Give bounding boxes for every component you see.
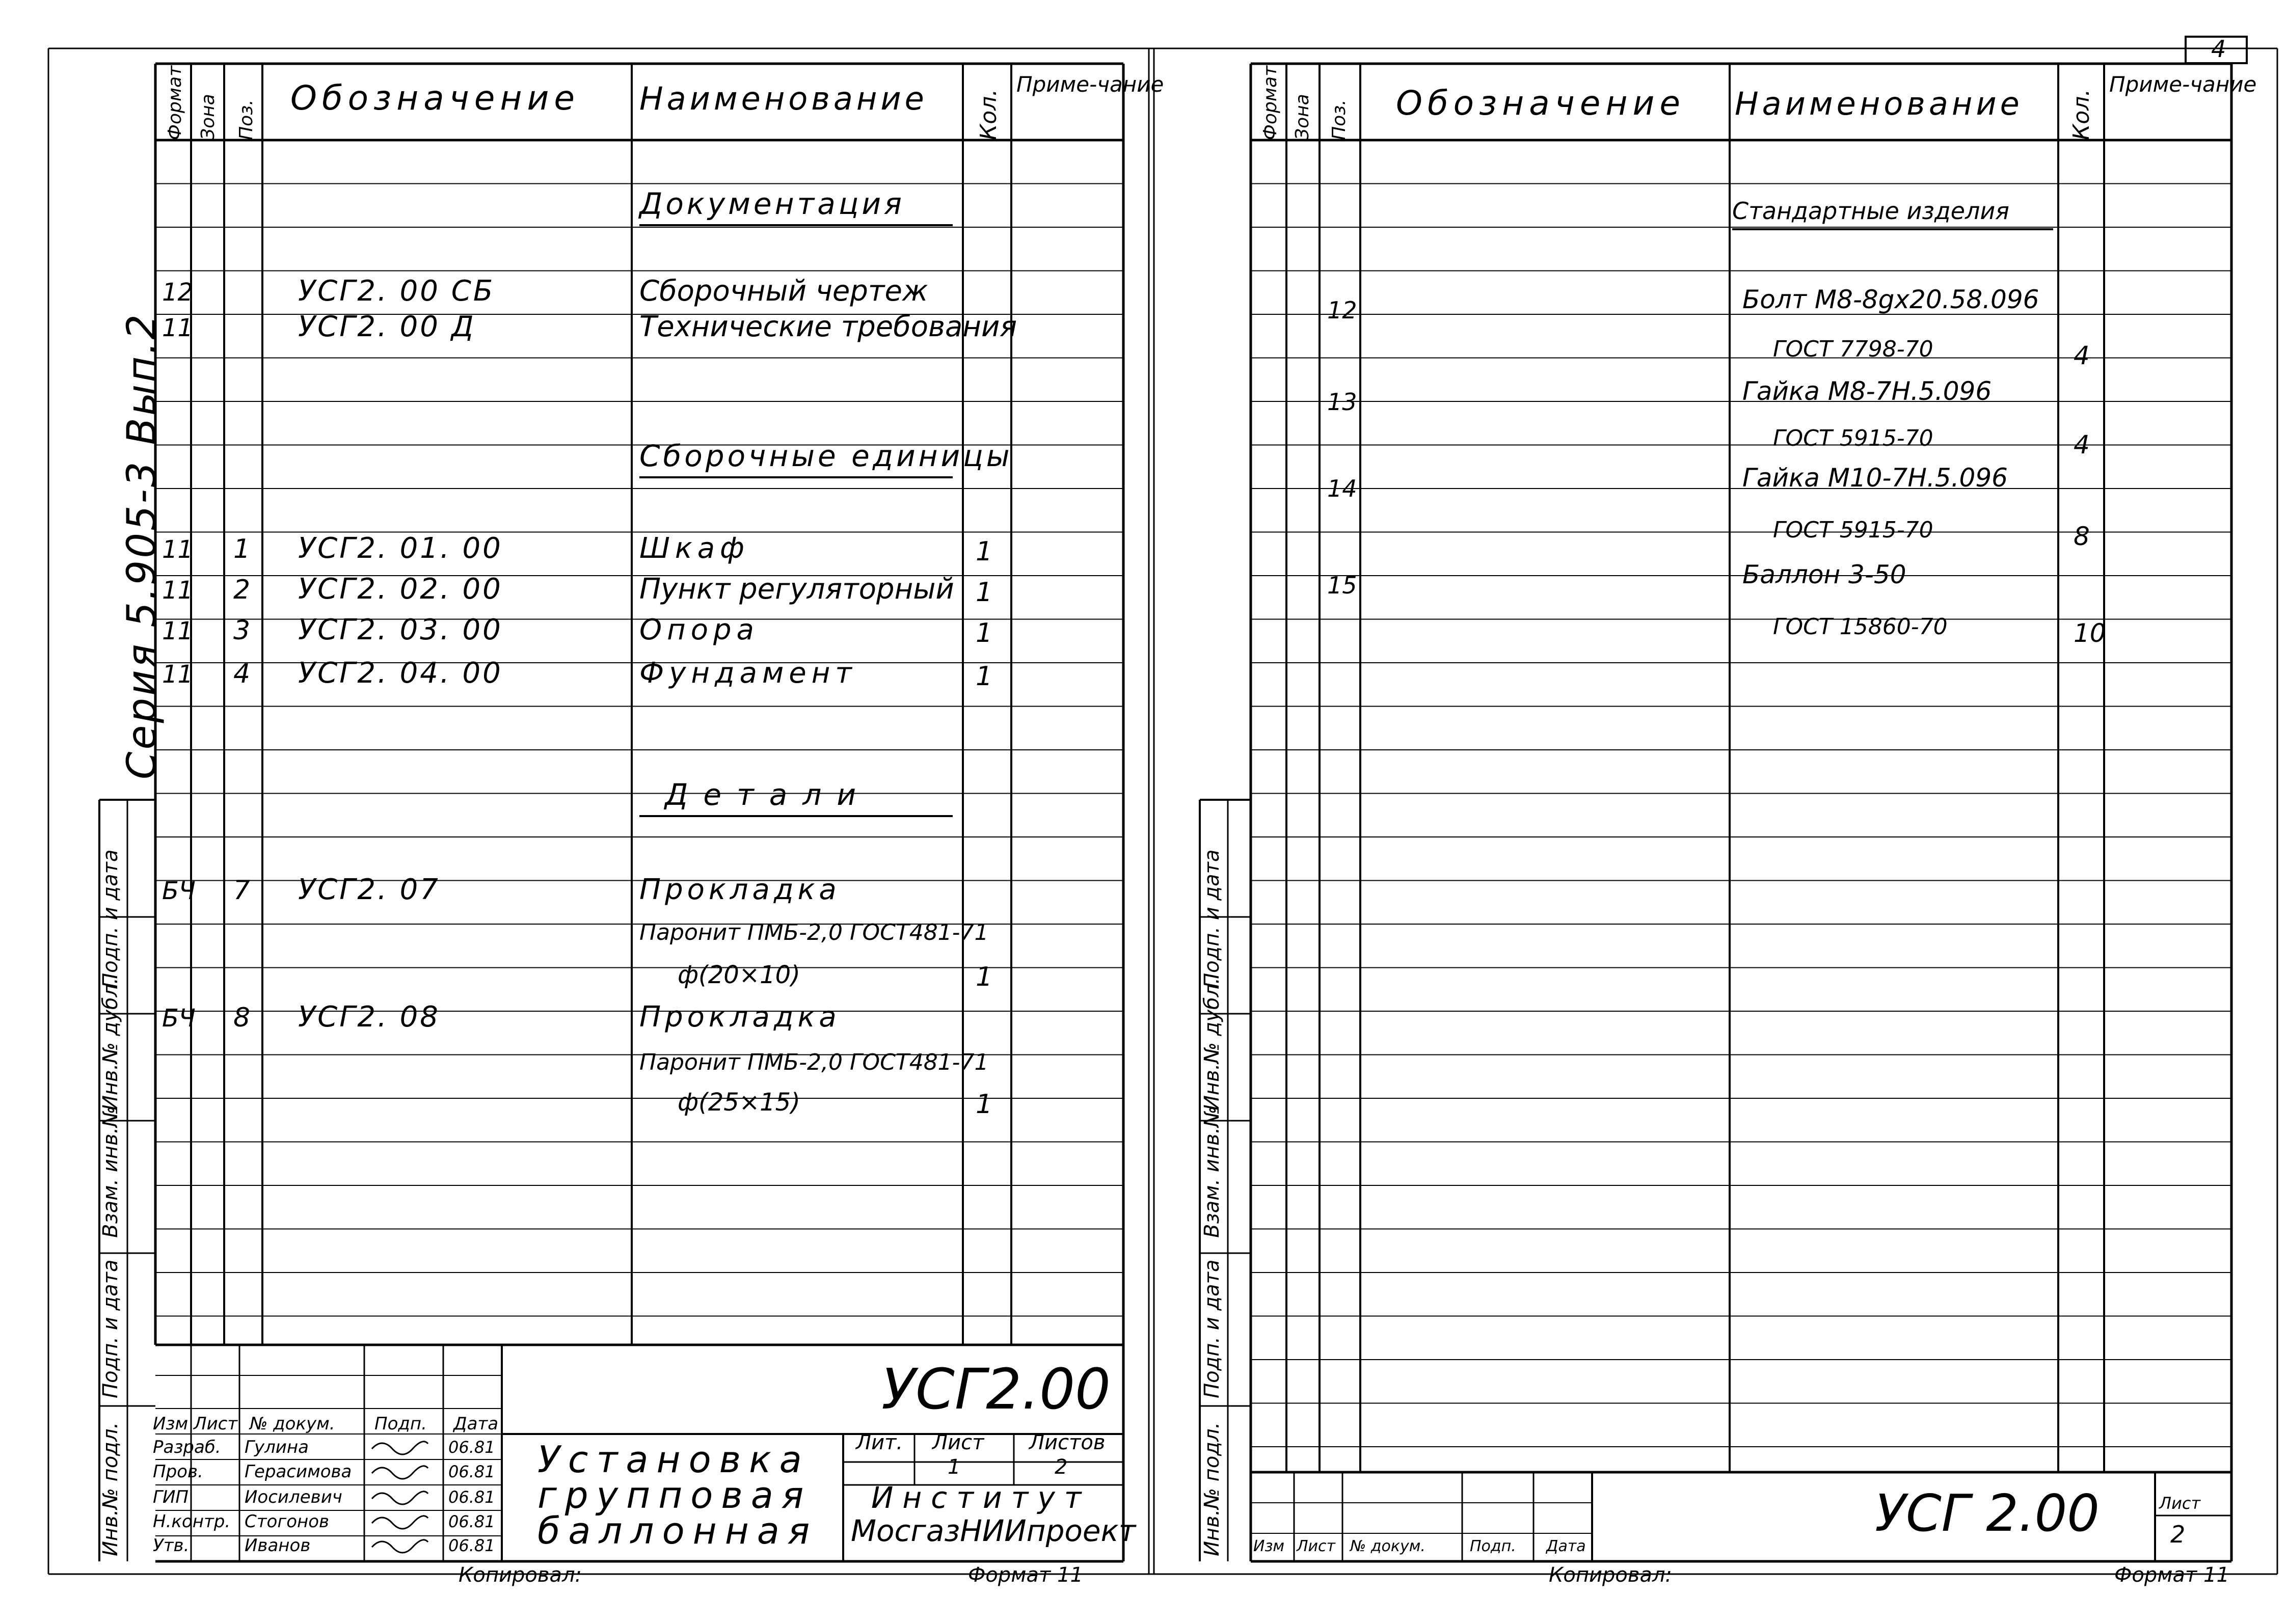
- row-designation: УСГ2. 03. 00: [298, 613, 503, 646]
- row-name: Сборочный чертеж: [639, 275, 928, 308]
- title-line-3: баллонная: [537, 1509, 818, 1552]
- r-header-qty: Кол.: [2068, 89, 2094, 140]
- row-qty: 1: [976, 577, 993, 608]
- r-document-code: УСГ 2.00: [1875, 1483, 2100, 1543]
- section-heading: Сборочные единицы: [639, 439, 1013, 473]
- row-qty: 1: [976, 661, 993, 692]
- row-qty: 1: [976, 1089, 993, 1120]
- tb-name: Герасимова: [245, 1461, 352, 1482]
- r-stamp-inv-podl: Инв.№ подл.: [1200, 1422, 1224, 1556]
- section-heading: Стандартные изделия: [1732, 197, 2009, 225]
- section-heading: Детали: [665, 777, 872, 812]
- tb-name: Гулина: [245, 1437, 309, 1457]
- tb-role: Пров.: [153, 1461, 203, 1482]
- row-qty: 4: [2074, 341, 2090, 370]
- row-qty: 1: [976, 536, 993, 567]
- row-designation: УСГ2. 07: [298, 873, 440, 906]
- row-pos: 3: [233, 615, 251, 646]
- row-pos: 8: [233, 1003, 251, 1033]
- header-qty: Кол.: [976, 89, 1002, 140]
- row-name: Гайка М10-7Н.5.096: [1742, 463, 2008, 493]
- row-pos: 14: [1327, 475, 1357, 502]
- row-name: Паронит ПМБ-2,0 ГОСТ481-71: [639, 1049, 989, 1075]
- r-tb-head-izm: Изм: [1253, 1537, 1285, 1555]
- r-sheet-label: Лист: [2159, 1494, 2201, 1513]
- stamp-podp-data: Подп. и дата: [99, 1259, 122, 1398]
- row-name: Прокладка: [639, 873, 841, 906]
- row-name: Пункт регуляторный: [639, 573, 954, 606]
- row-qty: 8: [2074, 522, 2090, 551]
- header-format: Формат: [165, 65, 185, 140]
- row-format: 11: [162, 617, 194, 645]
- left-row: [639, 439, 1013, 477]
- row-pos: 4: [233, 659, 251, 689]
- stamp-inv-podl: Инв.№ подл.: [99, 1422, 122, 1556]
- stamp-vzam-inv: Взам. инв.№: [99, 1106, 122, 1238]
- title-line-1: Установка: [537, 1438, 810, 1481]
- row-name: ГОСТ 5915-70: [1773, 517, 1933, 543]
- row-pos: 7: [233, 875, 251, 906]
- row-name: Паронит ПМБ-2,0 ГОСТ481-71: [639, 919, 989, 945]
- r-sheet-no: 2: [2170, 1521, 2186, 1548]
- row-format: 11: [162, 314, 194, 342]
- row-name: ГОСТ 15860-70: [1773, 614, 1948, 640]
- row-name: Баллон 3-50: [1742, 560, 1906, 589]
- institute-line-1: Институт: [871, 1480, 1091, 1515]
- r-stamp-podp-data-2: Подп. и дата: [1200, 849, 1224, 988]
- tb-head-list: Лист: [194, 1414, 238, 1434]
- row-designation: УСГ2. 08: [298, 1000, 440, 1034]
- row-designation: УСГ2. 01. 00: [298, 532, 503, 565]
- right-footer-format: Формат 11: [2114, 1563, 2229, 1587]
- tb-role: Утв.: [153, 1535, 190, 1556]
- tb-head-dok: № докум.: [250, 1414, 335, 1434]
- r-header-pos: Поз.: [1329, 99, 1350, 140]
- left-side-stamps: [99, 850, 122, 1556]
- tb-name: Иванов: [245, 1535, 311, 1556]
- listov-head: Листов: [1029, 1431, 1106, 1454]
- r-header-name: Наименование: [1735, 85, 2023, 122]
- row-name: ГОСТ 5915-70: [1773, 425, 1933, 451]
- r-tb-head-list: Лист: [1297, 1537, 1336, 1555]
- tb-name: Стогонов: [245, 1511, 330, 1532]
- row-name: Опора: [639, 613, 759, 646]
- row-name: Технические требования: [639, 310, 1017, 343]
- r-header-designation: Обозначение: [1396, 84, 1685, 123]
- r-header-note: Приме-чание: [2109, 72, 2257, 97]
- tb-role: ГИП: [153, 1487, 189, 1507]
- stamp-podp-data-2: Подп. и дата: [99, 849, 122, 988]
- row-designation: УСГ2. 00 СБ: [298, 275, 495, 308]
- left-row: [639, 919, 989, 945]
- row-designation: УСГ2. 02. 00: [298, 573, 503, 606]
- list-value: 1: [948, 1455, 961, 1479]
- row-format: БЧ: [162, 1004, 196, 1033]
- r-header-format: Формат: [1260, 65, 1281, 140]
- row-pos: 1: [233, 534, 251, 564]
- r-header-zone: Зона: [1292, 94, 1313, 140]
- right-side-stamps: [1200, 850, 1224, 1556]
- header-zone: Зона: [198, 94, 219, 140]
- row-name: Гайка М8-7Н.5.096: [1742, 376, 1992, 406]
- tb-head-podp: Подп.: [374, 1414, 427, 1434]
- row-format: 11: [162, 576, 194, 605]
- row-name: ф(25×15): [678, 1088, 800, 1117]
- row-designation: УСГ2. 04. 00: [298, 657, 503, 690]
- row-qty: 1: [976, 962, 993, 992]
- row-name: Прокладка: [639, 1000, 841, 1034]
- tb-head-data: Дата: [453, 1414, 499, 1434]
- tb-date: 06.81: [448, 1462, 495, 1481]
- tb-role: Н.контр.: [153, 1511, 231, 1532]
- left-footer-copied: Копировал:: [459, 1563, 582, 1587]
- row-name: ф(20×10): [678, 961, 800, 989]
- header-name: Наименование: [639, 80, 928, 117]
- tb-date: 06.81: [448, 1512, 495, 1531]
- listov-value: 2: [1055, 1455, 1068, 1479]
- title-line-2: групповая: [537, 1474, 812, 1517]
- row-pos: 2: [233, 575, 251, 605]
- r-stamp-vzam-inv: Взам. инв.№: [1200, 1106, 1224, 1238]
- left-row: [639, 1049, 989, 1075]
- right-footer-copied: Копировал:: [1549, 1563, 1673, 1587]
- sheet-number: 4: [2211, 35, 2226, 63]
- section-heading: Документация: [639, 186, 905, 221]
- row-qty: 4: [2074, 430, 2090, 459]
- header-designation: Обозначение: [290, 78, 580, 118]
- row-qty: 10: [2074, 618, 2106, 648]
- r-tb-head-data: Дата: [1546, 1537, 1586, 1555]
- row-designation: УСГ2. 00 Д: [298, 310, 476, 343]
- row-qty: 1: [976, 618, 993, 648]
- row-format: 11: [162, 660, 194, 689]
- lit-head: Лит.: [856, 1431, 903, 1454]
- series-label: Серия 5.905-3 Вып.2: [119, 312, 165, 779]
- row-name: ГОСТ 7798-70: [1773, 336, 1933, 362]
- right-row: [1732, 197, 2053, 229]
- r-stamp-podp-data: Подп. и дата: [1200, 1259, 1224, 1398]
- tb-date: 06.81: [448, 1487, 495, 1507]
- tb-date: 06.81: [448, 1438, 495, 1457]
- document-code: УСГ2.00: [881, 1357, 1111, 1422]
- header-note: Приме-чание: [1016, 72, 1164, 97]
- row-format: 12: [162, 278, 194, 307]
- tb-date: 06.81: [448, 1536, 495, 1555]
- tb-role: Разраб.: [153, 1437, 221, 1457]
- row-name: Болт М8-8gx20.58.096: [1742, 285, 2039, 314]
- institute-line-2: МосгазНИИпроект: [851, 1513, 1136, 1548]
- header-pos: Поз.: [236, 99, 257, 140]
- row-pos: 13: [1327, 388, 1357, 416]
- row-pos: 12: [1327, 296, 1357, 324]
- row-name: Фундамент: [639, 657, 857, 690]
- left-footer-format: Формат 11: [968, 1563, 1083, 1587]
- r-tb-head-podp: Подп.: [1470, 1537, 1516, 1555]
- stamp-inv-dubl: Инв.№ дубл.: [99, 978, 122, 1111]
- tb-head-izm: Изм: [153, 1414, 189, 1434]
- r-stamp-inv-dubl: Инв.№ дубл.: [1200, 978, 1224, 1111]
- row-pos: 15: [1327, 572, 1357, 599]
- row-name: Шкаф: [639, 532, 749, 565]
- row-format: 11: [162, 535, 194, 564]
- r-tb-head-dok: № докум.: [1350, 1537, 1425, 1555]
- tb-name: Иосилевич: [245, 1487, 342, 1507]
- list-head: Лист: [932, 1431, 984, 1454]
- row-format: БЧ: [162, 877, 196, 905]
